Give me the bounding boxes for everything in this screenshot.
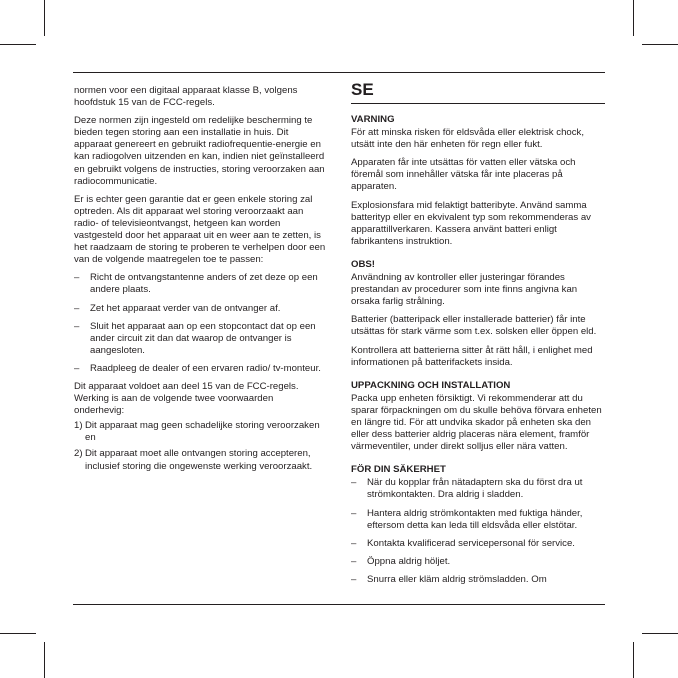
paragraph: Batterier (batteripack eller installerade batterier) får inte utsättas för stark värme som t.ex. solsken eller öppen eld. — [351, 314, 597, 338]
list-item-text: När du kopplar från nätadaptern ska du först dra ut strömkontakten. Dra aldrig i sladden. — [367, 477, 583, 501]
paragraph: Kontrollera att batterierna sitter åt rätt håll, i enlighet med informationen på batterifackets insida. — [351, 344, 593, 368]
section-heading: VARNING — [351, 114, 395, 125]
list-item — [74, 321, 326, 357]
bottom-rule — [73, 604, 605, 605]
crop-mark — [44, 642, 45, 678]
section-heading: UPPACKNING OCH INSTALLATION — [351, 379, 511, 391]
list-item-text: Richt de ontvangstantenne anders of zet deze op een andere plaats. — [90, 272, 318, 296]
list-item — [351, 538, 603, 550]
list-item-text: Dit apparaat mag geen schadelijke storing veroorzaken en — [85, 420, 320, 444]
paragraph: Explosionsfara mid felaktigt batteribyte. Använd samma batterityp eller en ekvivalent typ som rekommenderas av apparattillverkaren. Kassera använt batteri enligt fabrikantens instruktion. — [351, 199, 591, 247]
list-item — [74, 272, 326, 296]
paragraph: Dit apparaat voldoet aan deel 15 van de FCC-regels. Werking is aan de volgende twee voorwaarden onderhevig: — [74, 380, 299, 417]
dash-marker: – — [351, 537, 357, 549]
dash-marker: – — [351, 507, 357, 519]
list-item-text: Hantera aldrig strömkontakten med fuktiga händer, eftersom detta kan leda till eldsvåda eller elstötar. — [367, 507, 583, 531]
list-item — [351, 508, 603, 532]
right-column — [351, 114, 603, 592]
list-item-text: Kontakta kvalificerad servicepersonal för service. — [367, 537, 575, 549]
list-item-text: Zet het apparaat verder van de ontvanger af. — [90, 302, 281, 314]
dash-marker: – — [74, 272, 80, 284]
dash-marker: – — [351, 555, 357, 567]
crop-mark — [0, 633, 36, 634]
measures-list — [74, 272, 326, 375]
safety-list — [351, 477, 603, 586]
paragraph: Deze normen zijn ingesteld om redelijke bescherming te bieden tegen storing aan een installatie in huis. Dit apparaat genereert en gebruikt radiofrequentie-energie en kan radiogolven uitzenden en kan, indien niet geïnstalleerd en gebruikt volgens de instructies, storing veroorzaken aan radiocommunicatie. — [74, 115, 325, 187]
crop-mark — [633, 642, 634, 678]
list-number: 1) — [74, 420, 83, 432]
crop-mark — [44, 0, 45, 36]
list-item — [74, 303, 326, 315]
list-item — [351, 477, 603, 501]
list-item-text: Snurra eller kläm aldrig strömsladden. Om — [367, 573, 547, 585]
conditions-list — [74, 420, 326, 472]
section-heading: FÖR DIN SÄKERHET — [351, 464, 446, 476]
crop-mark — [0, 44, 36, 45]
paragraph: För att minska risken för eldsvåda eller elektrisk chock, utsätt inte den här enheten för regn eller fukt. — [351, 127, 584, 151]
paragraph: Apparaten får inte utsättas för vatten eller vätska och föremål som innehåller vätska får inte placeras på apparaten. — [351, 157, 576, 193]
list-item — [351, 556, 603, 568]
list-item — [74, 363, 326, 375]
list-number: 2) — [74, 448, 83, 460]
list-item-text: Sluit het apparaat aan op een stopcontact dat op een ander circuit zit dan dat waarop de ontvanger is aangesloten. — [90, 320, 316, 356]
crop-mark — [642, 633, 678, 634]
list-item — [351, 574, 603, 586]
dash-marker: – — [351, 477, 357, 489]
language-rule — [351, 103, 605, 104]
list-item-text: Öppna aldrig höljet. — [367, 555, 451, 567]
dash-marker: – — [74, 320, 80, 332]
dash-marker: – — [74, 302, 80, 314]
section-heading: OBS! — [351, 258, 375, 270]
list-item — [74, 420, 326, 444]
top-rule — [73, 72, 605, 73]
crop-mark — [633, 0, 634, 36]
dash-marker: – — [74, 362, 80, 374]
paragraph: normen voor een digitaal apparaat klasse B, volgens hoofdstuk 15 van de FCC-regels. — [74, 85, 298, 109]
paragraph: Användning av kontroller eller justeringar förandes prestandan av procedurer som inte finns angivna kan orsaka farlig strålning. — [351, 272, 578, 308]
language-heading: SE — [351, 80, 374, 99]
dash-marker: – — [351, 573, 357, 585]
list-item-text: Raadpleeg de dealer of een ervaren radio/ tv-monteur. — [90, 362, 321, 374]
list-item-text: Dit apparaat moet alle ontvangen storing accepteren, inclusief storing die ongewenste werking veroorzaakt. — [85, 448, 313, 472]
paragraph: Packa upp enheten försiktigt. Vi rekommenderar att du sparar förpackningen om du skulle behöva förvara enheten en längre tid. För att undvika skador på enheten ska den eller dess batterier aldrig placeras nära element, framför värmeventiler, under direkt solljus eller nära vatten. — [351, 392, 602, 453]
crop-mark — [642, 44, 678, 45]
left-column — [74, 85, 326, 477]
list-item — [74, 448, 326, 472]
paragraph: Er is echter geen garantie dat er geen enkele storing zal optreden. Als dit apparaat wel storing veroorzaakt aan radio- of televisieontvangst, hetgeen kan worden vastgesteld door het apparaat uit en weer aan te zetten, is het raadzaam de storing te proberen te verhelpen door een van de volgende maatregelen toe te passen: — [74, 193, 326, 266]
